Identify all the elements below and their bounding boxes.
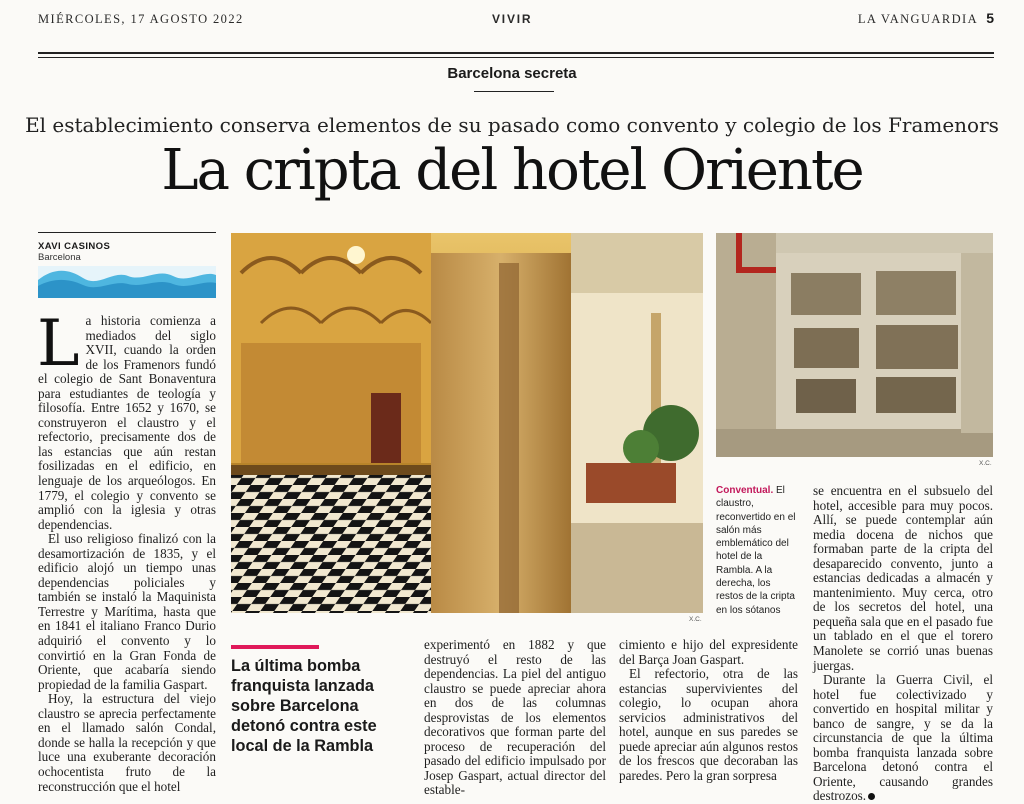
header-rule	[38, 52, 994, 54]
photo-credit-2: X.C.	[979, 460, 992, 467]
wave-icon	[38, 266, 216, 298]
photo-credit-1: X.C.	[689, 616, 702, 623]
column-1-paragraph-1: a historia comienza a mediados del siglo XVII, cuando la orden de los Framenors fundó el colegio de Sant Bonaventura para estudiantes de teología y filosofía. Entre 1652 y 1670, se construyeron el claustro y el refectorio, precisamente dos de las estancias que aún restan fosilizadas en el edificio, en lenguaje de los arqueólogos. En 1779, el colegio y convento se amplió con la iglesia y otras dependencias.	[38, 313, 216, 532]
column-4-paragraph-1: cimiento e hijo del expresidente del Barça Joan Gaspart.	[619, 637, 798, 667]
kicker-rule	[474, 91, 554, 92]
column-4-paragraph-2: El refectorio, otra de las estancias supervivientes del colegio, lo ocupan ahora servicios administrativos del hotel, aunque en sus paredes se puede apreciar aún algunos restos de los frescos que decoraban las paredes. Pero la gran sorpresa	[619, 666, 798, 783]
byline-rule	[38, 232, 216, 233]
folio-date: MIÉRCOLES, 17 AGOSTO 2022	[38, 12, 244, 26]
headline: La cripta del hotel Oriente	[161, 138, 863, 203]
cloister-photo	[231, 233, 703, 613]
pullquote: La última bomba franquista lanzada sobre Barcelona detonó contra este local de la Rambla	[231, 657, 377, 755]
column-1-paragraph-2: El uso religioso finalizó con la desamortización de 1835, y el edificio alojó un tiempo unas dependencias policiales y también se instaló la Maquinista Terrestre y Marítima, hasta que en 1841 el italiano Franco Durio adquirió el convento y lo convirtió en la Gran Fonda de Oriente, que acabaría siendo propiedad de la familia Gaspart.	[38, 531, 216, 692]
end-mark-icon	[868, 793, 875, 800]
column-5-paragraph-2: Durante la Guerra Civil, el hotel fue colectivizado y convertido en hospital militar y banco de sangre, y se da la circunstancia de que la última bomba franquista lanzada sobre Barcelona detonó contra el Oriente, causando grandes destrozos.	[813, 672, 993, 804]
newspaper-name: LA VANGUARDIA	[857, 12, 978, 26]
page-number: 5	[986, 10, 994, 26]
header-rule-thin	[38, 57, 994, 58]
column-5-paragraph-1: se encuentra en el subsuelo del hotel, accesible para muy pocos. Allí, se puede contemplar aún media docena de nichos que formaban parte de la cripta del desaparecido convento, junto a estancias dedicadas a almacén y mantenimiento. Muy cerca, otro de los secretos del hotel, una pequeña sala que en el pasado fue un tablado en el que el torero Manolete se corrió unas buenas juergas.	[813, 483, 993, 673]
pullquote-accent-bar	[231, 645, 319, 649]
text-column-1	[37, 307, 216, 794]
caption-lead: Conventual.	[716, 485, 774, 496]
drop-cap: L	[37, 307, 80, 381]
section-name: VIVIR	[492, 12, 533, 26]
photo-caption	[716, 484, 800, 617]
column-1-paragraph-3: Hoy, la estructura del viejo claustro se aprecia perfectamente en el llamado salón Condal, donde se halla la recepción y que luce una exuberante decoración ochocentista fruto de la reconstrucción que el hotel	[38, 691, 216, 794]
column-3-paragraph-1: experimentó en 1882 y que destruyó el resto de las dependencias. La piel del antiguo claustro se puede apreciar ahora en dos de las columnas desprovistas de los elementos decorativos que forman parte del proceso de recuperación del pasado del edificio impulsado por Josep Gaspart, actual director del estable-	[424, 637, 606, 798]
caption-text: El claustro, reconvertido en el salón más emblemático del hotel de la Rambla. A la derecha, los restos de la cripta en los sótanos	[716, 485, 796, 616]
kicker: Barcelona secreta	[447, 65, 577, 82]
crypt-photo	[716, 233, 993, 457]
text-column-5	[813, 484, 993, 804]
text-column-4	[619, 638, 798, 783]
author-name: XAVI CASINOS	[38, 241, 111, 252]
dateline-place: Barcelona	[38, 252, 81, 263]
subheadline: El establecimiento conserva elementos de su pasado como convento y colegio de los Framenors	[25, 113, 999, 137]
text-column-3	[424, 638, 606, 798]
